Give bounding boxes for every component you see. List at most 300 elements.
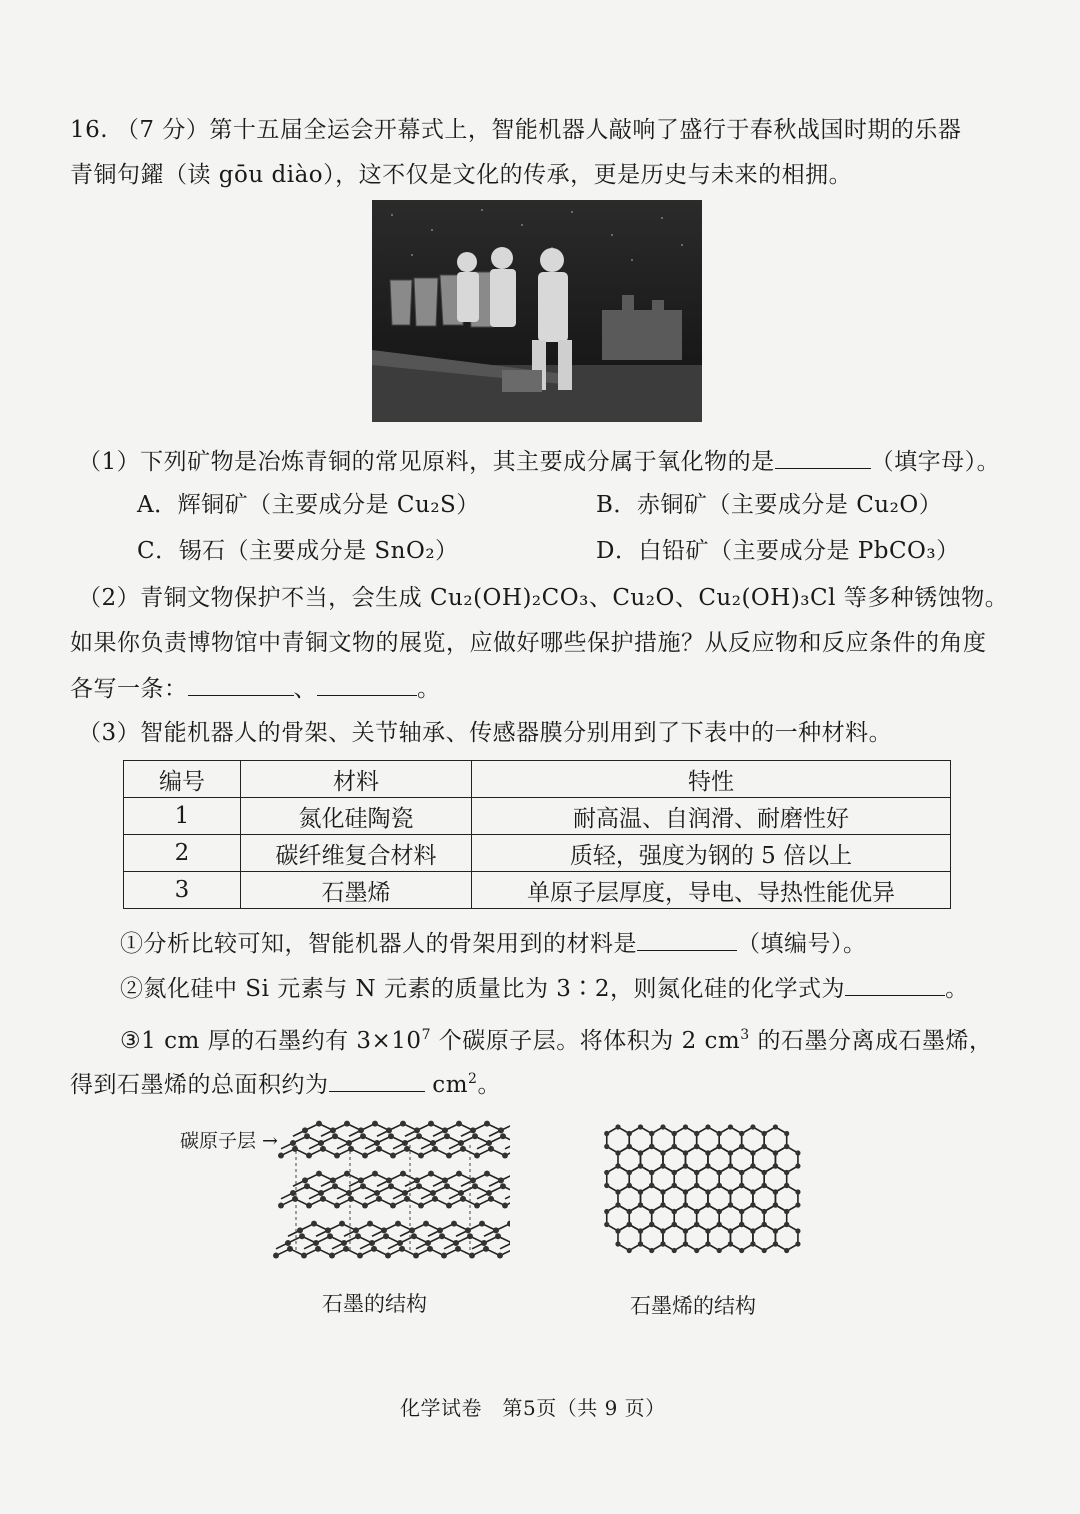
carbon-atom <box>660 1228 665 1233</box>
lattice-bond <box>276 1249 510 1256</box>
part3-sub3-text-c: 的石墨分离成石墨烯， <box>749 1028 993 1054</box>
carbon-atom <box>660 1150 665 1155</box>
carbon-atom <box>297 1227 303 1233</box>
table-cell: 质轻，强度为钢的 5 倍以上 <box>472 835 951 872</box>
carbon-atom <box>416 1183 422 1189</box>
carbon-atom <box>446 1153 452 1159</box>
carbon-atom <box>388 1183 394 1189</box>
lattice-bond <box>505 1143 510 1149</box>
graphene-ring <box>708 1225 731 1251</box>
carbon-atom <box>358 1177 364 1183</box>
part3-sub3-text-b: 个碳原子层。将体积为 2 cm <box>430 1028 741 1054</box>
part3-sub2-tail: 。 <box>945 976 969 1002</box>
carbon-atom <box>486 1190 492 1196</box>
carbon-atom <box>474 1203 480 1209</box>
carbon-atom <box>493 1227 499 1233</box>
carbon-atom <box>430 1140 436 1146</box>
carbon-atom <box>488 1196 494 1202</box>
carbon-atom <box>627 1131 632 1136</box>
page-footer: 化学试卷 第5页（共 9 页） <box>400 1396 666 1420</box>
carbon-atom <box>330 1127 336 1133</box>
carbon-atom <box>717 1144 722 1149</box>
carbon-atom <box>437 1227 443 1233</box>
carbon-atom <box>372 1171 378 1177</box>
option-a: A．辉铜矿（主要成分是 Cu₂S） <box>137 492 480 518</box>
carbon-atom <box>360 1183 366 1189</box>
carbon-atom <box>341 1240 347 1246</box>
carbon-atom <box>311 1221 317 1227</box>
carbon-atom <box>400 1121 406 1127</box>
carbon-atom <box>773 1241 778 1246</box>
carbon-atom <box>498 1127 504 1133</box>
carbon-atom <box>313 1240 319 1246</box>
graphite-structure-diagram <box>170 1115 510 1275</box>
carbon-atom <box>627 1170 632 1175</box>
carbon-atom <box>638 1150 643 1155</box>
carbon-atom <box>330 1177 336 1183</box>
carbon-atom <box>638 1189 643 1194</box>
carbon-atom <box>649 1222 654 1227</box>
carbon-atom <box>784 1248 789 1253</box>
exponent: 3 <box>740 1027 750 1043</box>
part3-sub1-tail: （填编号）。 <box>737 931 867 957</box>
part3-sub1-answer-blank[interactable] <box>637 928 737 951</box>
carbon-atom <box>717 1209 722 1214</box>
carbon-atom <box>660 1124 665 1129</box>
carbon-atom <box>638 1124 643 1129</box>
question-number: 16. <box>70 117 109 143</box>
carbon-atom <box>739 1222 744 1227</box>
carbon-atom <box>446 1203 452 1209</box>
carbon-atom <box>627 1183 632 1188</box>
table-cell: 3 <box>124 872 241 909</box>
carbon-atom <box>362 1203 368 1209</box>
carbon-atom <box>649 1170 654 1175</box>
carbon-atom <box>469 1253 475 1259</box>
carbon-atom <box>649 1209 654 1214</box>
carbon-atom <box>404 1196 410 1202</box>
carbon-atom <box>717 1222 722 1227</box>
carbon-atom <box>694 1144 699 1149</box>
carbon-atom <box>728 1189 733 1194</box>
table-row <box>124 872 951 909</box>
part3-sub2-answer-blank[interactable] <box>845 973 945 996</box>
carbon-atom <box>483 1246 489 1252</box>
carbon-atom <box>739 1131 744 1136</box>
graphene-ring <box>730 1225 753 1251</box>
question-intro-line-2: 青铜句鑃（读 gōu diào），这不仅是文化的传承，更是历史与未来的相拥。 <box>70 162 853 188</box>
carbon-atom <box>292 1146 298 1152</box>
carbon-atom <box>728 1228 733 1233</box>
carbon-atom <box>301 1253 307 1259</box>
carbon-atom <box>388 1133 394 1139</box>
carbon-atom <box>672 1248 677 1253</box>
carbon-atom <box>376 1196 382 1202</box>
carbon-atom <box>278 1203 284 1209</box>
carbon-atom <box>762 1222 767 1227</box>
graphene-ring <box>753 1225 776 1251</box>
carbon-atom <box>795 1163 800 1168</box>
graphene-ring <box>618 1225 641 1251</box>
carbon-atom <box>327 1233 333 1239</box>
carbon-atom <box>762 1170 767 1175</box>
carbon-atom <box>773 1202 778 1207</box>
carbon-atom <box>306 1203 312 1209</box>
carbon-atom <box>784 1222 789 1227</box>
carbon-atom <box>502 1203 508 1209</box>
carbon-atom <box>784 1183 789 1188</box>
carbon-atom <box>739 1183 744 1188</box>
carbon-atom <box>672 1222 677 1227</box>
carbon-atom <box>784 1209 789 1214</box>
carbon-layer-label: 碳原子层 → <box>180 1130 278 1152</box>
carbon-atom <box>411 1233 417 1239</box>
carbon-atom <box>705 1241 710 1246</box>
carbon-atom <box>784 1131 789 1136</box>
exponent: 7 <box>421 1027 431 1043</box>
exponent: 2 <box>468 1071 478 1087</box>
carbon-atom <box>615 1163 620 1168</box>
carbon-atom <box>460 1196 466 1202</box>
carbon-atom <box>386 1177 392 1183</box>
part3-sub3-text-a: ③1 cm 厚的石墨约有 3×10 <box>120 1028 422 1054</box>
carbon-atom <box>414 1127 420 1133</box>
carbon-atom <box>423 1221 429 1227</box>
carbon-atom <box>353 1227 359 1233</box>
carbon-atom <box>773 1124 778 1129</box>
carbon-atom <box>346 1190 352 1196</box>
carbon-atom <box>717 1248 722 1253</box>
part3-sub3-line-2-text: 得到石墨烯的总面积约为 <box>70 1072 329 1098</box>
carbon-atom <box>773 1150 778 1155</box>
graphite-caption: 石墨的结构 <box>322 1292 427 1316</box>
part3-sub1 <box>120 928 867 959</box>
carbon-atom <box>705 1228 710 1233</box>
carbon-atom <box>615 1124 620 1129</box>
table-cell: 石墨烯 <box>241 872 472 909</box>
carbon-atom <box>773 1163 778 1168</box>
carbon-atom <box>357 1253 363 1259</box>
carbon-atom <box>795 1189 800 1194</box>
part1-answer-blank[interactable] <box>775 446 871 469</box>
carbon-atom <box>694 1222 699 1227</box>
carbon-atom <box>395 1221 401 1227</box>
carbon-atom <box>444 1133 450 1139</box>
part2-line-3 <box>70 673 441 704</box>
carbon-atom <box>302 1127 308 1133</box>
carbon-atom <box>728 1163 733 1168</box>
carbon-atom <box>649 1183 654 1188</box>
question-points: （7 分） <box>115 117 210 143</box>
carbon-atom <box>486 1140 492 1146</box>
carbon-atom <box>428 1171 434 1177</box>
carbon-atom <box>683 1150 688 1155</box>
table-header-number: 编号 <box>124 761 241 798</box>
carbon-atom <box>728 1124 733 1129</box>
carbon-atom <box>705 1150 710 1155</box>
question-intro-line-1 <box>70 115 961 145</box>
carbon-atom <box>750 1228 755 1233</box>
carbon-atom <box>660 1202 665 1207</box>
carbon-atom <box>705 1124 710 1129</box>
carbon-atom <box>638 1202 643 1207</box>
carbon-atom <box>728 1150 733 1155</box>
carbon-atom <box>325 1227 331 1233</box>
part2-separator: 、 <box>293 676 317 702</box>
carbon-atom <box>416 1133 422 1139</box>
carbon-atom <box>456 1121 462 1127</box>
carbon-atom <box>604 1170 609 1175</box>
carbon-atom <box>367 1221 373 1227</box>
carbon-atom <box>498 1177 504 1183</box>
part2-line-1: （2）青铜文物保护不当，会生成 Cu₂(OH)₂CO₃、Cu₂O、Cu₂(OH)₃Cl 等多种锈蚀物。 <box>78 585 1009 611</box>
option-d: D．白铅矿（主要成分是 PbCO₃） <box>596 538 960 564</box>
carbon-atom <box>683 1241 688 1246</box>
carbon-atom <box>638 1163 643 1168</box>
lattice-bond <box>505 1193 510 1199</box>
carbon-atom <box>304 1183 310 1189</box>
carbon-atom <box>374 1140 380 1146</box>
carbon-atom <box>290 1190 296 1196</box>
carbon-atom <box>728 1202 733 1207</box>
carbon-atom <box>334 1203 340 1209</box>
carbon-atom <box>604 1183 609 1188</box>
carbon-atom <box>638 1228 643 1233</box>
carbon-atom <box>376 1146 382 1152</box>
carbon-atom <box>484 1121 490 1127</box>
question-intro-text: 第十五届全运会开幕式上，智能机器人敲响了盛行于春秋战国时期的乐器 <box>209 117 962 143</box>
carbon-atom <box>329 1253 335 1259</box>
carbon-atom <box>346 1140 352 1146</box>
carbon-atom <box>615 1228 620 1233</box>
part3-sub3-end: 。 <box>477 1072 501 1098</box>
carbon-atom <box>287 1246 293 1252</box>
part1-stem <box>78 446 1000 477</box>
carbon-atom <box>453 1240 459 1246</box>
carbon-atom <box>318 1190 324 1196</box>
part3-sub3-answer-blank[interactable] <box>329 1069 425 1092</box>
carbon-atom <box>773 1189 778 1194</box>
carbon-atom <box>683 1124 688 1129</box>
carbon-atom <box>472 1133 478 1139</box>
carbon-atom <box>292 1196 298 1202</box>
carbon-atom <box>369 1240 375 1246</box>
carbon-atom <box>627 1144 632 1149</box>
graphene-structure-diagram <box>600 1120 810 1260</box>
carbon-atom <box>451 1221 457 1227</box>
table-cell: 单原子层厚度，导电、导热性能优异 <box>472 872 951 909</box>
carbon-atom <box>750 1241 755 1246</box>
carbon-atom <box>672 1209 677 1214</box>
carbon-atom <box>672 1183 677 1188</box>
carbon-atom <box>717 1183 722 1188</box>
carbon-atom <box>638 1241 643 1246</box>
graphene-caption: 石墨烯的结构 <box>630 1294 756 1318</box>
carbon-atom <box>750 1163 755 1168</box>
carbon-atom <box>762 1144 767 1149</box>
carbon-atom <box>320 1196 326 1202</box>
carbon-atom <box>383 1233 389 1239</box>
carbon-atom <box>399 1246 405 1252</box>
carbon-atom <box>467 1233 473 1239</box>
carbon-atom <box>302 1177 308 1183</box>
carbon-atom <box>627 1222 632 1227</box>
carbon-atom <box>739 1209 744 1214</box>
robot-bell-photo <box>372 200 702 422</box>
carbon-atom <box>694 1170 699 1175</box>
carbon-atom <box>444 1183 450 1189</box>
carbon-atom <box>355 1233 361 1239</box>
carbon-atom <box>784 1144 789 1149</box>
carbon-atom <box>381 1227 387 1233</box>
carbon-atom <box>290 1140 296 1146</box>
part3-sub1-text: ①分析比较可知，智能机器人的骨架用到的材料是 <box>120 931 637 957</box>
carbon-atom <box>397 1240 403 1246</box>
carbon-atom <box>615 1202 620 1207</box>
part3-stem: （3）智能机器人的骨架、关节轴承、传感器膜分别用到了下表中的一种材料。 <box>78 720 893 746</box>
carbon-atom <box>500 1183 506 1189</box>
carbon-atom <box>332 1183 338 1189</box>
carbon-atom <box>479 1221 485 1227</box>
carbon-atom <box>455 1246 461 1252</box>
part1-stem-text: （1）下列矿物是冶炼青铜的常见原料，其主要成分属于氧化物的是 <box>78 449 775 475</box>
carbon-atom <box>795 1150 800 1155</box>
carbon-atom <box>694 1209 699 1214</box>
graphene-ring <box>663 1225 686 1251</box>
carbon-atom <box>465 1227 471 1233</box>
carbon-atom <box>402 1190 408 1196</box>
carbon-atom <box>432 1146 438 1152</box>
carbon-atom <box>344 1171 350 1177</box>
carbon-atom <box>400 1171 406 1177</box>
part2-line-3-text: 各写一条： <box>70 676 188 702</box>
carbon-atom <box>386 1127 392 1133</box>
option-b: B．赤铜矿（主要成分是 Cu₂O） <box>596 492 943 518</box>
table-header-material: 材料 <box>241 761 472 798</box>
carbon-atom <box>488 1146 494 1152</box>
table-header-row <box>124 761 951 798</box>
carbon-atom <box>442 1127 448 1133</box>
carbon-atom <box>320 1146 326 1152</box>
carbon-atom <box>472 1183 478 1189</box>
carbon-atom <box>502 1153 508 1159</box>
carbon-atom <box>683 1202 688 1207</box>
carbon-atom <box>694 1183 699 1188</box>
carbon-atom <box>649 1144 654 1149</box>
carbon-atom <box>332 1133 338 1139</box>
carbon-atom <box>795 1241 800 1246</box>
carbon-atom <box>705 1202 710 1207</box>
part2-answer-blank-2[interactable] <box>317 673 417 696</box>
carbon-atom <box>495 1233 501 1239</box>
option-c: C．锡石（主要成分是 SnO₂） <box>137 538 459 564</box>
carbon-atom <box>717 1131 722 1136</box>
carbon-atom <box>750 1124 755 1129</box>
carbon-atom <box>672 1170 677 1175</box>
carbon-atom <box>404 1146 410 1152</box>
carbon-atom <box>339 1221 345 1227</box>
carbon-atom <box>304 1133 310 1139</box>
carbon-atom <box>334 1153 340 1159</box>
carbon-atom <box>672 1131 677 1136</box>
table-cell: 2 <box>124 835 241 872</box>
carbon-atom <box>343 1246 349 1252</box>
carbon-atom <box>750 1189 755 1194</box>
carbon-atom <box>390 1153 396 1159</box>
carbon-atom <box>660 1241 665 1246</box>
carbon-atom <box>773 1228 778 1233</box>
table-cell: 碳纤维复合材料 <box>241 835 472 872</box>
carbon-atom <box>390 1203 396 1209</box>
carbon-atom <box>481 1240 487 1246</box>
carbon-atom <box>500 1133 506 1139</box>
carbon-atom <box>484 1171 490 1177</box>
carbon-atom <box>456 1171 462 1177</box>
carbon-atom <box>649 1248 654 1253</box>
carbon-atom <box>762 1248 767 1253</box>
carbon-atom <box>278 1153 284 1159</box>
carbon-atom <box>649 1131 654 1136</box>
carbon-atom <box>306 1153 312 1159</box>
table-cell: 氮化硅陶瓷 <box>241 798 472 835</box>
carbon-atom <box>273 1253 279 1259</box>
carbon-atom <box>418 1203 424 1209</box>
carbon-atom <box>615 1150 620 1155</box>
carbon-atom <box>385 1253 391 1259</box>
carbon-atom <box>604 1131 609 1136</box>
part3-sub2-text: ②氮化硅中 Si 元素与 N 元素的质量比为 3∶2，则氮化硅的化学式为 <box>120 976 846 1002</box>
carbon-atom <box>413 1253 419 1259</box>
carbon-atom <box>683 1189 688 1194</box>
carbon-atom <box>425 1240 431 1246</box>
carbon-atom <box>762 1183 767 1188</box>
carbon-atom <box>458 1140 464 1146</box>
carbon-atom <box>762 1209 767 1214</box>
carbon-atom <box>604 1144 609 1149</box>
carbon-atom <box>750 1150 755 1155</box>
carbon-atom <box>694 1131 699 1136</box>
carbon-atom <box>683 1228 688 1233</box>
part2-line-2: 如果你负责博物馆中青铜文物的展览，应做好哪些保护措施？从反应物和反应条件的角度 <box>70 630 987 656</box>
table-header-property: 特性 <box>472 761 951 798</box>
area-unit: cm <box>424 1072 469 1098</box>
carbon-atom <box>432 1196 438 1202</box>
table-cell: 耐高温、自润滑、耐磨性好 <box>472 798 951 835</box>
carbon-atom <box>750 1202 755 1207</box>
carbon-atom <box>728 1241 733 1246</box>
graphene-ring <box>775 1225 798 1251</box>
carbon-atom <box>784 1170 789 1175</box>
part3-sub2 <box>120 973 969 1004</box>
carbon-atom <box>739 1248 744 1253</box>
lattice-bond <box>300 1224 510 1231</box>
carbon-atom <box>414 1177 420 1183</box>
carbon-atom <box>362 1153 368 1159</box>
carbon-atom <box>497 1253 503 1259</box>
carbon-atom <box>409 1227 415 1233</box>
part3-sub3-line-1 <box>120 1020 992 1056</box>
carbon-atom <box>427 1246 433 1252</box>
part2-end: 。 <box>417 676 441 702</box>
carbon-atom <box>717 1170 722 1175</box>
part2-answer-blank-1[interactable] <box>188 673 294 696</box>
part3-sub3-line-2 <box>70 1064 501 1100</box>
lattice-bond <box>500 1243 510 1249</box>
carbon-atom <box>430 1190 436 1196</box>
carbon-atom <box>402 1140 408 1146</box>
carbon-atom <box>705 1189 710 1194</box>
graphene-ring <box>640 1225 663 1251</box>
